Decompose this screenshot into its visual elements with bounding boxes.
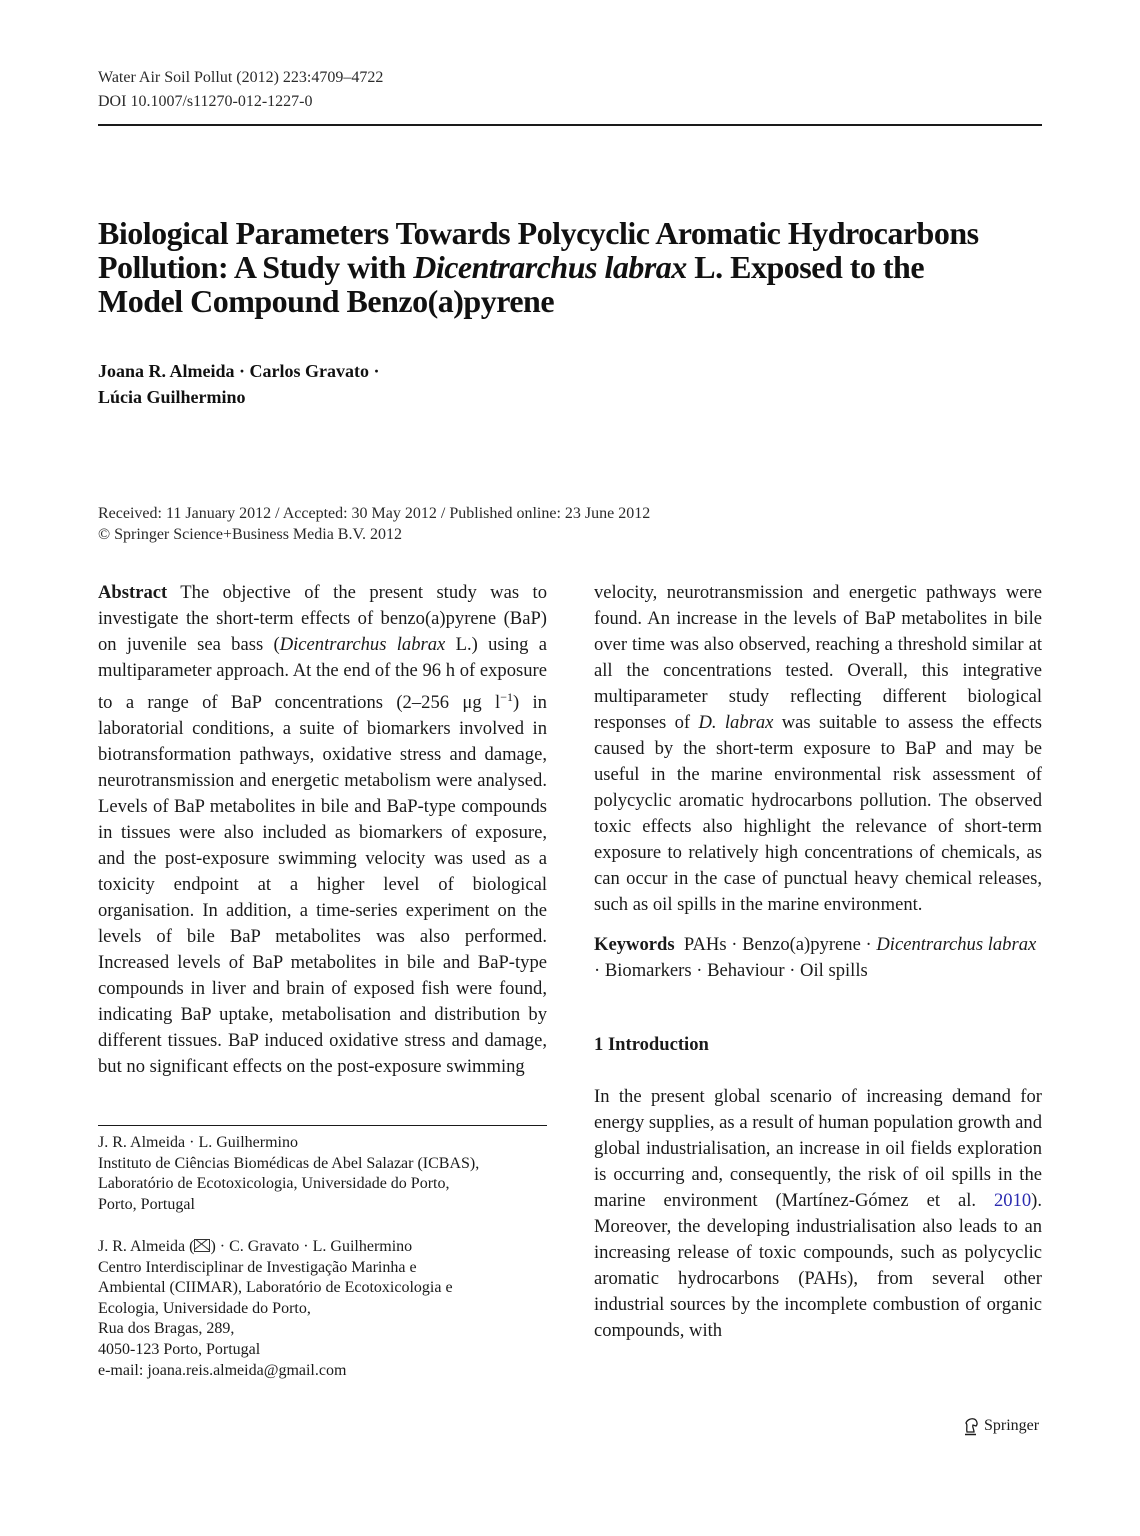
header-rule bbox=[98, 124, 1042, 126]
superscript: −1 bbox=[500, 690, 513, 704]
publisher-logo bbox=[962, 1416, 1039, 1436]
introduction-paragraph bbox=[594, 1084, 1042, 1344]
author-1[interactable]: Joana R. Almeida bbox=[98, 361, 235, 381]
email-address[interactable]: e-mail: joana.reis.almeida@gmail.com bbox=[98, 1361, 347, 1379]
affiliation-line: Ecologia, Universidade do Porto, bbox=[98, 1299, 311, 1317]
publisher-name: Springer bbox=[984, 1417, 1040, 1434]
abstract-paragraph bbox=[98, 580, 547, 1080]
author-list bbox=[98, 358, 380, 410]
affiliation-line: 4050-123 Porto, Portugal bbox=[98, 1340, 261, 1358]
abstract-column-left bbox=[98, 580, 547, 1080]
published-date: Published online: 23 June 2012 bbox=[449, 505, 651, 522]
affiliation-authors: J. R. Almeida ( bbox=[98, 1238, 195, 1255]
abstract-text: was suitable to assess the effects caused by the short-term exposure to BaP and may be useful in the marine environmental risk assessment of polycyclic aromatic hydrocarbons pollution. The observed toxic effects also highlight the relevance of short-term exposure to relatively high concentrations of chemicals, as can occur in the case of punctual heavy chemical releases, such as oil spills in the marine environment. bbox=[594, 712, 1042, 915]
abstract-column-right bbox=[594, 580, 1042, 1344]
affiliation-2 bbox=[98, 1237, 558, 1381]
abstract-text: velocity, neurotransmission and energetic pathways were found. An increase in the levels of BaP metabolites in bile over time was also observed, reaching a threshold similar at all the concentrations tested. Overall, this integrative multiparameter study reflecting different biological responses of bbox=[594, 582, 1042, 733]
keyword: Benzo(a)pyrene bbox=[742, 934, 861, 955]
title-text-2: L. Exposed to the Model Compound Benzo(a)pyrene bbox=[98, 249, 925, 319]
journal-citation: Water Air Soil Pollut (2012) 223:4709–4722 bbox=[98, 69, 384, 86]
affiliation-line: Ambiental (CIIMAR), Laboratório de Ecotoxicologia e bbox=[98, 1279, 453, 1297]
affiliation-line: Porto, Portugal bbox=[98, 1195, 195, 1213]
affiliation-line bbox=[98, 1237, 558, 1258]
intro-text: ). Moreover, the developing industrialisation also leads to an increasing release of toxic compounds, such as polycyclic aromatic hydrocarbons (PAHs), from several other industrial sources by the incomplete combustion of organic compounds, with bbox=[594, 1190, 1042, 1341]
keyword: Oil spills bbox=[800, 960, 868, 981]
intro-text: In the present global scenario of increasing demand for energy supplies, as a result of human population growth and global industrialisation, an increase in oil fields exploration is occurring and, consequently, the risk of oil spills in the marine environment (Martínez-Gómez et al. bbox=[594, 1086, 1042, 1211]
abstract-species: Dicentrarchus labrax bbox=[279, 634, 446, 655]
springer-horse-icon bbox=[962, 1416, 980, 1436]
affiliation-line: Laboratório de Ecotoxicologia, Universidade do Porto, bbox=[98, 1175, 450, 1193]
affiliation-line: Centro Interdisciplinar de Investigação Marinha e bbox=[98, 1258, 417, 1276]
footnote-rule bbox=[98, 1125, 547, 1126]
doi[interactable]: DOI 10.1007/s11270-012-1227-0 bbox=[98, 93, 313, 110]
abstract-label: Abstract bbox=[98, 582, 168, 603]
author-separator: · bbox=[234, 361, 250, 381]
abstract-text: L.) using a multiparameter approach. At the end of the 96 h of exposure to a range of BaP concentrations (2–256 μg l bbox=[98, 634, 547, 714]
abstract-text: The objective of the present study was to investigate the short-term effects of benzo(a)pyrene (BaP) on juvenile sea bass ( bbox=[98, 582, 547, 655]
accepted-date: Accepted: 30 May 2012 bbox=[282, 505, 437, 522]
citation-link[interactable]: 2010 bbox=[993, 1190, 1032, 1211]
abstract-continued bbox=[594, 580, 1042, 918]
author-separator: · bbox=[369, 361, 380, 381]
copyright: © Springer Science+Business Media B.V. 2012 bbox=[98, 526, 402, 543]
keyword: Biomarkers bbox=[604, 960, 692, 981]
author-3[interactable]: Lúcia Guilhermino bbox=[98, 387, 246, 407]
envelope-icon[interactable] bbox=[194, 1239, 210, 1252]
keyword: Behaviour bbox=[707, 960, 785, 981]
title-text-1: Biological Parameters Towards Polycyclic Aromatic Hydrocarbons Pollution: A Study with bbox=[98, 215, 979, 285]
section-heading-introduction: 1 Introduction bbox=[594, 1034, 709, 1055]
received-date: Received: 11 January 2012 bbox=[98, 505, 272, 522]
keyword: PAHs bbox=[683, 934, 727, 955]
abstract-text: ) in laboratorial conditions, a suite of biomarkers involved in biotransformation pathways, oxidative stress and damage, neurotransmission and energetic metabolism were analysed. Levels of BaP metabolites in bile and BaP-type compounds in tissues were also included as biomarkers of exposure, and the post-exposure swimming velocity was used as a toxicity endpoint at a higher level of biological organisation. In addition, a time-series experiment on the levels of bile BaP metabolites was also performed. Increased levels of BaP metabolites in bile and BaP-type compounds in liver and brain of exposed fish were found, indicating BaP uptake, metabolisation and distribution by different tissues. BaP induced oxidative stress and damage, but no significant effects on the post-exposure swimming bbox=[98, 692, 547, 1078]
journal-header bbox=[98, 66, 383, 114]
keywords-label: Keywords bbox=[594, 934, 675, 955]
affiliation-1 bbox=[98, 1133, 558, 1215]
author-2[interactable]: Carlos Gravato bbox=[249, 361, 370, 381]
affiliation-authors: ) · C. Gravato · L. Guilhermino bbox=[210, 1238, 413, 1255]
affiliation-line: Rua dos Bragas, 289, bbox=[98, 1320, 235, 1338]
keywords: Keywords PAHs · Benzo(a)pyrene · Dicentrarchus labrax · Biomarkers · Behaviour · Oil spills bbox=[594, 934, 1037, 981]
affiliation-line: Instituto de Ciências Biomédicas de Abel Salazar (ICBAS), bbox=[98, 1154, 480, 1172]
affiliation-line: J. R. Almeida · L. Guilhermino bbox=[98, 1134, 298, 1151]
title-species: Dicentrarchus labrax bbox=[413, 249, 687, 285]
abstract-species-short: D. labrax bbox=[698, 712, 774, 733]
publication-dates: Received: 11 January 2012 / Accepted: 30 May 2012 / Published online: 23 June 2012 © Springer Science+Business Media B.V. 2012 bbox=[98, 505, 651, 543]
keyword: Dicentrarchus labrax bbox=[876, 934, 1037, 955]
paper-title bbox=[98, 216, 998, 318]
